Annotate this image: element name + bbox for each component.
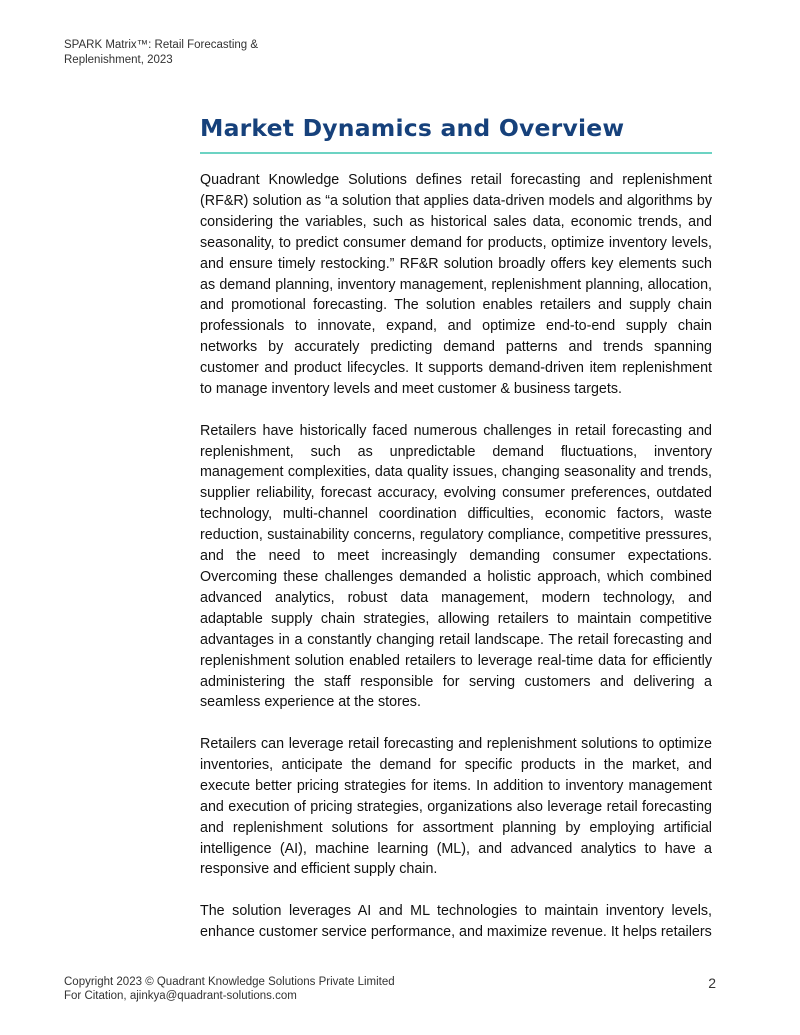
body-text: [200, 170, 712, 964]
running-header: [64, 38, 324, 68]
header-line-2: Replenishment, 2023: [64, 54, 173, 66]
title-underline: [200, 152, 712, 154]
header-line-1: SPARK Matrix™: Retail Forecasting &: [64, 39, 259, 51]
paragraph-4: The solution leverages AI and ML technologies to maintain inventory levels, enhance customer service performance, and maximize revenue. It helps retailers: [200, 903, 712, 940]
footer-citation: [64, 989, 544, 1003]
footer: [64, 975, 544, 1003]
paragraph-3: Retailers can leverage retail forecasting and replenishment solutions to optimize inventories, anticipate the demand for specific products in the market, and execute better pricing strategies for items. In addition to inventory management and execution of pricing strategies, organizations also leverage retail forecasting and replenishment solutions for assortment planning by employing artificial intelligence (AI), machine learning (ML), and advanced analytics to have a responsive and efficient supply chain.: [200, 736, 712, 878]
footer-copyright: Copyright 2023 © Quadrant Knowledge Solutions Private Limited: [64, 976, 395, 988]
paragraph-2: Retailers have historically faced numerous challenges in retail forecasting and replenishment, such as unpredictable demand fluctuations, inventory management complexities, data quality issues, changing seasonality and trends, supplier reliability, forecast accuracy, evolving consumer preferences, outdated technology, multi-channel coordination difficulties, economic factors, waste reduction, sustainability concerns, regulatory compliance, competitive pressures, and the need to meet increasingly demanding consumer expectations. Overcoming these challenges demanded a holistic approach, which combined advanced analytics, robust data management, modern technology, and adaptable supply chain strategies, allowing retailers to maintain competitive advantages in a constantly changing retail landscape. The retail forecasting and replenishment solution enabled retailers to leverage real-time data for efficiently administering the staff responsible for serving customers and delivering a seamless experience at the stores.: [200, 422, 712, 711]
section-title: Market Dynamics and Overview: [200, 114, 625, 142]
citation-email-link[interactable]: ajinkya@quadrant-solutions.com: [129, 990, 297, 1002]
paragraph-1: Quadrant Knowledge Solutions defines retail forecasting and replenishment (RF&R) solution as “a solution that applies data-driven models and algorithms by considering the variables, such as historical sales data, economic trends, and seasonality, to predict consumer demand for products, optimize inventory levels, and ensure timely restocking.” RF&R solution broadly offers key elements such as demand planning, inventory management, replenishment planning, allocation, and promotional forecasting. The solution enables retailers and supply chain professionals to innovate, expand, and optimize end-to-end supply chain networks by accurately predicting demand patterns and trends spanning customer and product lifecycles. It supports demand-driven item replenishment to manage inventory levels and meet customer & business targets.: [200, 172, 712, 398]
citation-prefix: For Citation,: [64, 990, 130, 1002]
page-number: 2: [708, 975, 716, 991]
